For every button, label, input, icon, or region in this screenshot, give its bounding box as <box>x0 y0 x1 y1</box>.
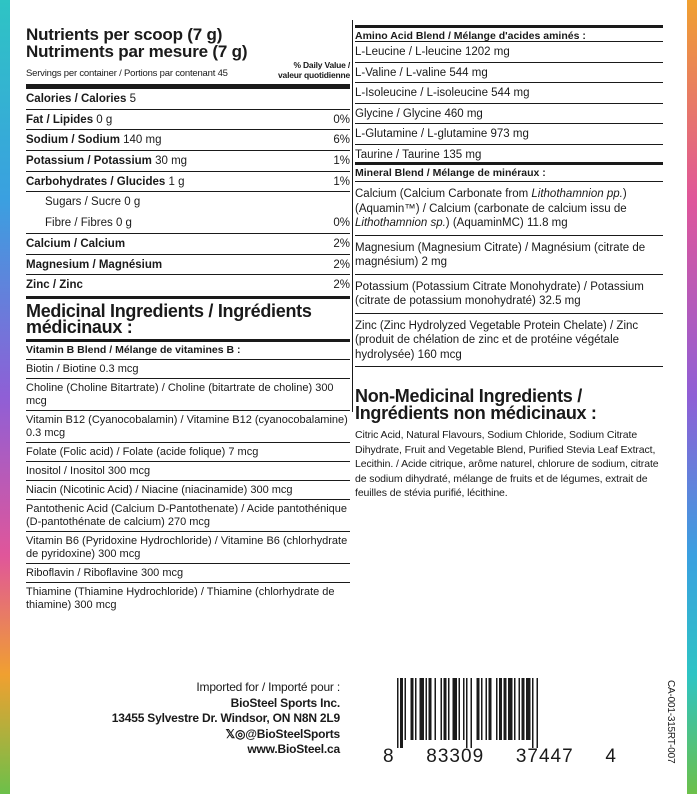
calcium-text-3: ) (AquaminMC) 11.8 mg <box>445 217 568 229</box>
nutrient-amount: 1 g <box>168 175 185 188</box>
vitamin-item: Thiamine (Thiamine Hydrochloride) / Thiamine (chlorhydrate de thiamine) 300 mcg <box>26 585 335 611</box>
nutrient-row <box>26 172 350 193</box>
nutrient-name <box>45 213 132 233</box>
calcium-italic-2: Lithothamnion sp. <box>355 217 446 229</box>
company-name: BioSteel Sports Inc. <box>230 695 340 710</box>
nutrient-label: Potassium / Potassium <box>26 155 152 168</box>
amino-item: L-Leucine / L-leucine 1202 mg <box>355 42 663 63</box>
vitamin-item: Choline (Choline Bitartrate) / Choline (bitartrate de choline) 300 mcg <box>26 379 350 411</box>
nutrition-title-fr: Nutriments par mesure (7 g) <box>26 42 248 61</box>
barcode-bar <box>537 678 539 748</box>
non-medicinal-text <box>355 428 663 501</box>
barcode-bar <box>532 678 534 748</box>
barcode-bar <box>415 678 417 740</box>
ingredients-column <box>355 25 663 501</box>
column-divider <box>352 20 353 412</box>
mineral-blend-header: Mineral Blend / Mélange de minéraux : <box>355 165 663 182</box>
nutrient-row <box>26 110 350 131</box>
amino-item: Glycine / Glycine 460 mg <box>355 104 663 125</box>
non-medicinal-fr: / Acide citrique, arôme naturel, chlorure de sodium, citrate de sodium dihydraté, mélange de fruits et de légumes, extrait de feuilles de stévia purifié, lécithine. <box>355 458 659 499</box>
nutrient-label: Sodium / Sodium <box>26 134 120 147</box>
nutrient-amount: 30 mg <box>155 155 188 168</box>
amino-item: L-Valine / L-valine 544 mg <box>355 63 663 84</box>
barcode-bar <box>435 678 437 740</box>
lot-code: CA-001-315RT-007 <box>665 680 676 764</box>
barcode-bar <box>459 678 461 740</box>
nutrient-daily-value: 2% <box>333 237 350 250</box>
nutrient-name <box>26 89 136 109</box>
barcode-digits-right: 37447 <box>515 746 574 767</box>
nutrient-row <box>26 192 350 213</box>
website: www.BioSteel.ca <box>247 742 340 756</box>
label-panel <box>14 8 683 790</box>
nutrient-row <box>26 255 350 276</box>
vitamin-item: Folate (Folic acid) / Folate (acide folique) 7 mcg <box>26 443 350 462</box>
barcode-bar <box>411 678 414 740</box>
barcode-digit-first: 8 <box>383 746 395 767</box>
nutrition-title-en: Nutrients per scoop (7 g) <box>26 25 223 44</box>
barcode-bar <box>448 678 450 740</box>
barcode-digit-check: 4 <box>605 746 617 767</box>
mineral-item: Potassium (Potassium Citrate Monohydrate) / Potassium (citrate de potassium monohydraté) 32.5 mg <box>355 275 663 314</box>
nutrient-row <box>26 275 350 296</box>
nutrient-name <box>26 151 187 171</box>
nutrient-name <box>45 192 140 212</box>
barcode-bar <box>453 678 458 740</box>
nutrient-row <box>26 130 350 151</box>
nutrient-label: Carbohydrates / Glucides <box>26 175 166 188</box>
barcode-bar <box>519 678 521 740</box>
company-address: 13455 Sylvestre Dr. Windsor, ON N8N 2L9 <box>111 711 340 725</box>
nutrient-label: Fibre / Fibres <box>45 217 113 230</box>
nutrient-amount: 0 g <box>96 113 113 126</box>
vitamin-item: Vitamin B6 (Pyridoxine Hydrochloride) / Vitamine B6 (chlorhydrate de pyridoxine) 300 mcg <box>26 532 350 564</box>
barcode-bar <box>426 678 428 740</box>
nutrition-column <box>26 26 350 614</box>
barcode-bar <box>526 678 531 740</box>
nutrient-row <box>26 89 350 110</box>
vitamin-item: Vitamin B12 (Cyanocobalamin) / Vitamine B12 (cyanocobalamine) 0.3 mcg <box>26 411 350 443</box>
calcium-italic-1: Lithothamnion pp. <box>531 188 623 200</box>
barcode-bar <box>429 678 432 740</box>
barcode-bar <box>486 678 488 740</box>
nutrient-daily-value: 6% <box>333 134 350 147</box>
nutrient-daily-value: 2% <box>333 258 350 271</box>
calcium-text-1: Calcium (Calcium Carbonate from <box>355 188 532 200</box>
amino-item: L-Glutamine / L-glutamine 973 mg <box>355 124 663 145</box>
barcode-digits-left: 83309 <box>426 746 485 767</box>
nutrient-daily-value: 1% <box>333 175 350 188</box>
barcode-bar <box>420 678 425 740</box>
nutrient-name <box>26 234 125 254</box>
barcode-bar <box>481 678 483 740</box>
barcode-digits <box>383 746 617 768</box>
barcode-bars <box>383 678 617 748</box>
barcode-bar <box>514 678 516 740</box>
nutrient-name <box>26 172 185 192</box>
calcium-text-2: ) (Aquamin™) / Calcium (carbonate de calcium issu de <box>355 188 627 215</box>
vitamin-item: Biotin / Biotine 0.3 mcg <box>26 360 350 379</box>
mineral-list <box>355 236 663 368</box>
barcode-bar <box>504 678 507 740</box>
vitamin-list <box>26 360 350 614</box>
vitamin-item: Pantothenic Acid (Calcium D-Pantothenate) / Acide pantothénique (D-pantothénate de calcium) 270 mcg <box>26 500 350 532</box>
vitamin-blend-header: Vitamin B Blend / Mélange de vitamines B : <box>26 342 350 360</box>
vitamin-item: Inositol / Inositol 300 mcg <box>26 462 350 481</box>
barcode-bar <box>400 678 403 748</box>
nutrient-amount: 5 <box>129 93 136 105</box>
servings-per-container: Servings per container / Portions par contenant 45 <box>26 68 228 79</box>
thick-divider <box>26 296 350 299</box>
nutrient-table <box>26 89 350 296</box>
mineral-item: Magnesium (Magnesium Citrate) / Magnésium (citrate de magnésium) 2 mg <box>355 236 663 275</box>
barcode-bar <box>463 678 465 740</box>
non-medicinal-title <box>355 388 663 422</box>
barcode-bar <box>477 678 480 740</box>
nutrient-row <box>26 213 350 234</box>
nutrient-amount: 0 g <box>115 217 132 230</box>
nutrient-row <box>26 151 350 172</box>
social-line <box>14 727 340 743</box>
barcode <box>383 678 617 768</box>
daily-value-header: % Daily Value / valeur quotidienne <box>278 60 350 80</box>
non-medicinal-title-line2: Ingrédients non médicinaux : <box>355 403 597 423</box>
importer-block <box>14 680 340 758</box>
nutrient-name <box>26 110 112 130</box>
barcode-bar <box>508 678 513 740</box>
non-medicinal-title-line1: Non-Medicinal Ingredients / <box>355 386 582 406</box>
barcode-bar <box>405 678 407 740</box>
x-logo-icon: 𝕏 <box>225 726 235 741</box>
nutrient-amount: 140 mg <box>123 134 162 147</box>
rainbow-border-right <box>687 0 697 794</box>
barcode-bar <box>489 678 492 740</box>
nutrient-label: Zinc / Zinc <box>26 279 83 292</box>
mineral-item: Zinc (Zinc Hydrolyzed Vegetable Protein Chelate) / Zinc (produit de chélation de zinc et de protéine végétale hydrolysée) 160 mcg <box>355 314 663 368</box>
imported-for: Imported for / Importé pour : <box>196 680 340 694</box>
nutrient-name <box>26 130 161 150</box>
barcode-bar <box>397 678 399 748</box>
nutrient-row <box>26 234 350 255</box>
barcode-bar <box>441 678 443 740</box>
nutrient-daily-value: 2% <box>333 279 350 292</box>
barcode-bar <box>471 678 473 748</box>
barcode-bar <box>496 678 498 740</box>
nutrient-label: Fat / Lipides <box>26 113 94 126</box>
nutrient-label: Magnesium / Magnésium <box>26 258 163 271</box>
vitamin-item: Riboflavin / Riboflavine 300 mcg <box>26 564 350 583</box>
nutrient-label: Sugars / Sucre <box>45 196 122 209</box>
nutrient-daily-value: 0% <box>333 217 350 230</box>
amino-list <box>355 42 663 165</box>
nutrient-label: Calories / Calories <box>26 93 127 105</box>
nutrient-daily-value: 0% <box>333 113 350 126</box>
amino-blend-header: Amino Acid Blend / Mélange d'acides aminés : <box>355 25 663 42</box>
nutrient-amount: 0 g <box>124 196 141 209</box>
nutrient-name <box>26 275 83 295</box>
non-medicinal-en: Citric Acid, Natural Flavours, Sodium Chloride, Sodium Citrate Dihydrate, Fruit and Vegetable Blend, Purified Stevia Leaf Extract, Lecithin. <box>355 429 656 470</box>
amino-item: L-Isoleucine / L-isoleucine 544 mg <box>355 83 663 104</box>
nutrient-daily-value: 1% <box>333 155 350 168</box>
amino-item: Taurine / Taurine 135 mg <box>355 145 663 166</box>
barcode-bar <box>499 678 502 740</box>
nutrient-name <box>26 255 162 275</box>
medicinal-title-line1: Medicinal Ingredients / Ingrédients <box>26 300 312 321</box>
barcode-bar <box>466 678 468 748</box>
instagram-icon: ◎ <box>235 726 246 741</box>
rainbow-border-left <box>0 0 10 794</box>
mineral-calcium <box>355 182 663 236</box>
barcode-bar <box>522 678 525 740</box>
social-handle: @BioSteelSports <box>245 726 340 741</box>
vitamin-item: Niacin (Nicotinic Acid) / Niacine (niacinamide) 300 mcg <box>26 481 350 500</box>
barcode-bar <box>444 678 447 740</box>
nutrient-label: Calcium / Calcium <box>26 237 126 250</box>
medicinal-title-line2: médicinaux : <box>26 316 133 337</box>
